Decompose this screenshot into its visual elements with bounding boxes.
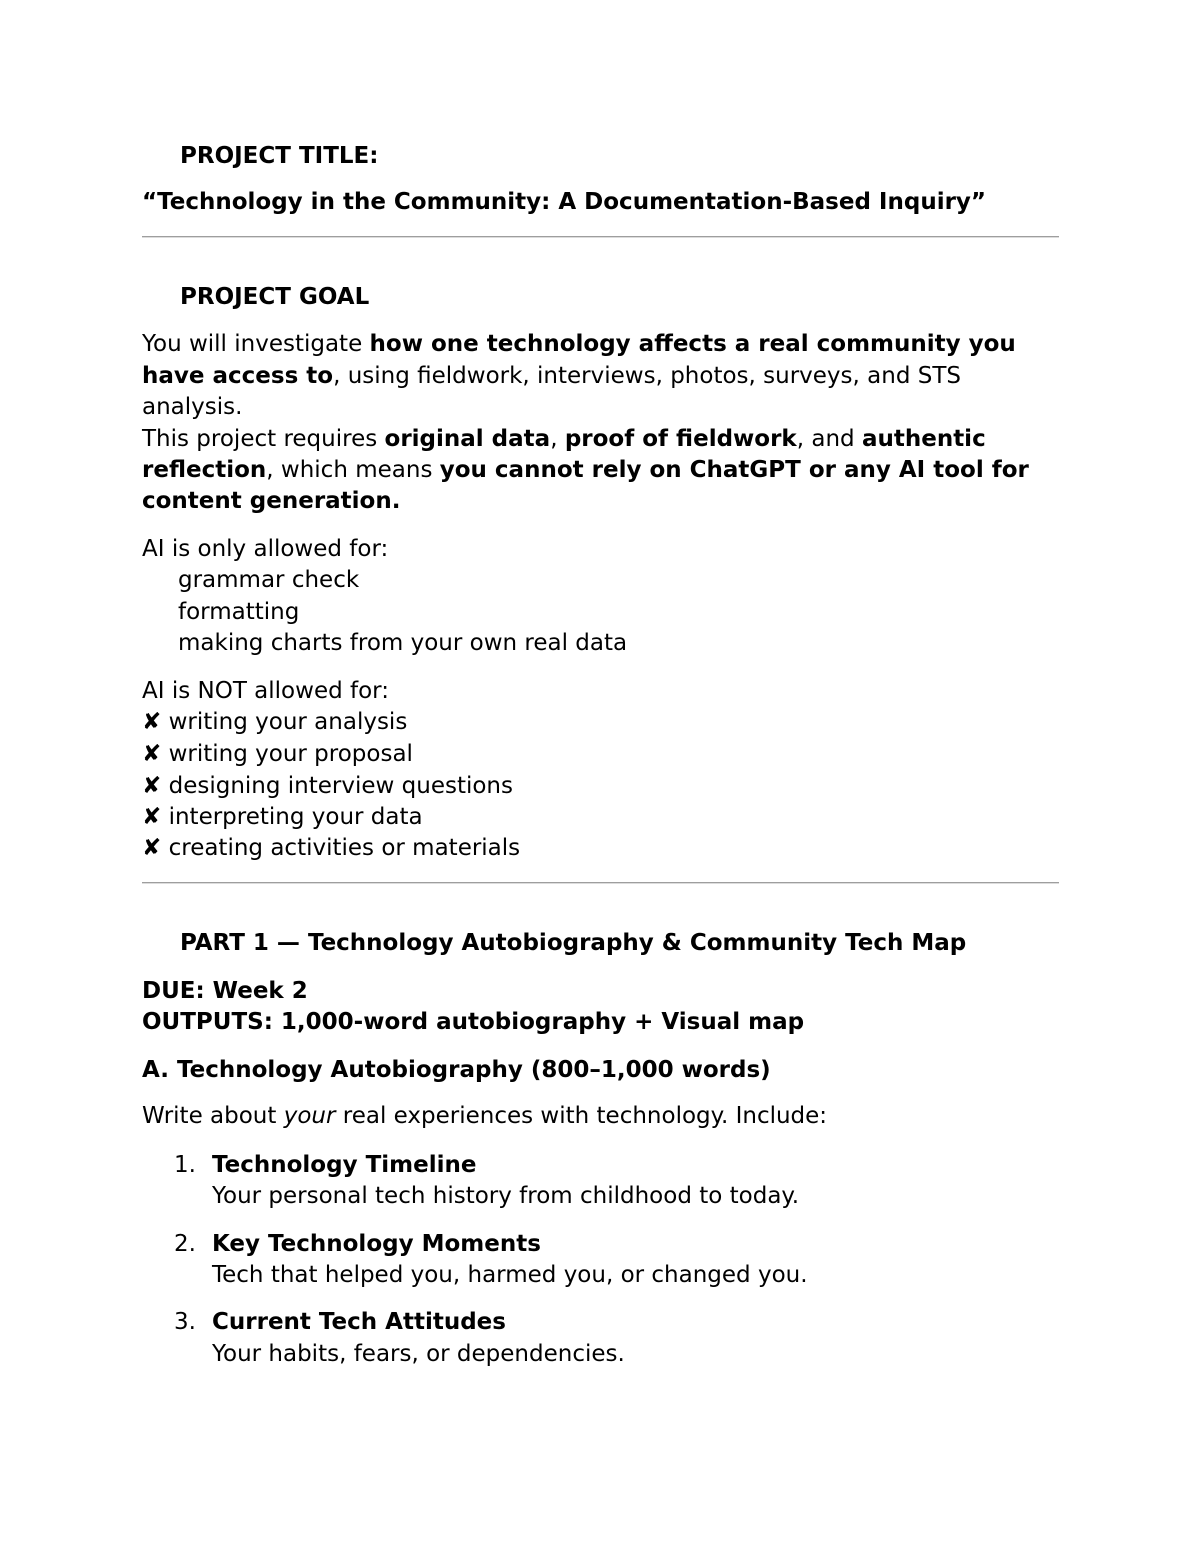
ai-not-allowed-item (142, 739, 413, 770)
ai-not-allowed-item (142, 771, 513, 802)
divider (142, 236, 1059, 238)
text-run: , which means (266, 457, 440, 483)
part1-outputs: OUTPUTS: 1,000-word autobiography + Visual map (142, 1009, 805, 1035)
list-item-title: Key Technology Moments (212, 1231, 541, 1257)
text-run-bold: reflection (142, 457, 267, 483)
text-run-bold: you cannot rely on ChatGPT or any AI tool for (439, 457, 1029, 483)
ai-not-allowed-item (142, 802, 423, 833)
ai-allowed-item: formatting (178, 599, 300, 625)
divider (142, 882, 1059, 884)
list-item-desc: Your personal tech history from childhood to today. (212, 1183, 800, 1209)
text-run-bold: original data (384, 426, 551, 452)
list-number: 2. (174, 1231, 196, 1257)
text-run: , (550, 426, 565, 452)
cross-icon: ✘ (142, 804, 162, 830)
item-text: writing your analysis (168, 709, 408, 735)
item-text: designing interview questions (168, 773, 513, 799)
text-run-bold: have access to (142, 363, 334, 389)
ai-allowed-item: grammar check (178, 567, 360, 593)
ai-allowed-item: making charts from your own real data (178, 630, 628, 656)
text-run-bold: authentic (861, 426, 986, 452)
goal-paragraph-line: content generation. (142, 488, 401, 514)
text-run: real experiences with technology. Include: (335, 1103, 828, 1129)
text-run: This project requires (142, 426, 385, 452)
cross-icon: ✘ (142, 709, 162, 735)
list-item-desc: Tech that helped you, harmed you, or changed you. (212, 1262, 808, 1288)
text-run: , and (796, 426, 862, 452)
part1-due: DUE: Week 2 (142, 978, 308, 1004)
item-text: creating activities or materials (168, 835, 521, 861)
list-number: 3. (174, 1309, 196, 1335)
goal-paragraph-line (142, 329, 1016, 360)
list-item-title: Technology Timeline (212, 1152, 477, 1178)
cross-icon: ✘ (142, 741, 162, 767)
cross-icon: ✘ (142, 773, 162, 799)
ai-allowed-label: AI is only allowed for: (142, 536, 389, 562)
goal-paragraph-line (142, 455, 1029, 486)
text-run: You will investigate (142, 331, 370, 357)
ai-not-allowed-item (142, 833, 520, 864)
goal-paragraph-line: analysis. (142, 394, 243, 420)
list-item-desc: Your habits, fears, or dependencies. (212, 1341, 625, 1367)
project-goal-label: PROJECT GOAL (180, 284, 370, 310)
part1-heading: PART 1 — Technology Autobiography & Community Tech Map (180, 930, 967, 956)
goal-paragraph-line (142, 424, 986, 455)
goal-paragraph-line (142, 361, 961, 392)
item-text: interpreting your data (168, 804, 423, 830)
section-a-heading: A. Technology Autobiography (800–1,000 words) (142, 1057, 771, 1083)
item-text: writing your proposal (168, 741, 413, 767)
ai-not-allowed-label: AI is NOT allowed for: (142, 678, 389, 704)
text-run-bold: proof of fieldwork (564, 426, 797, 452)
text-run: Write about (142, 1103, 284, 1129)
text-run-bold: how one technology affects a real community you (369, 331, 1016, 357)
ai-not-allowed-item (142, 707, 407, 738)
project-title-label: PROJECT TITLE: (180, 143, 379, 169)
text-run: , using fieldwork, interviews, photos, surveys, and STS (333, 363, 961, 389)
text-run-italic: your (283, 1103, 336, 1129)
section-a-intro (142, 1101, 827, 1132)
cross-icon: ✘ (142, 835, 162, 861)
list-number: 1. (174, 1152, 196, 1178)
list-item-title: Current Tech Attitudes (212, 1309, 506, 1335)
project-title: “Technology in the Community: A Documentation-Based Inquiry” (142, 189, 987, 215)
